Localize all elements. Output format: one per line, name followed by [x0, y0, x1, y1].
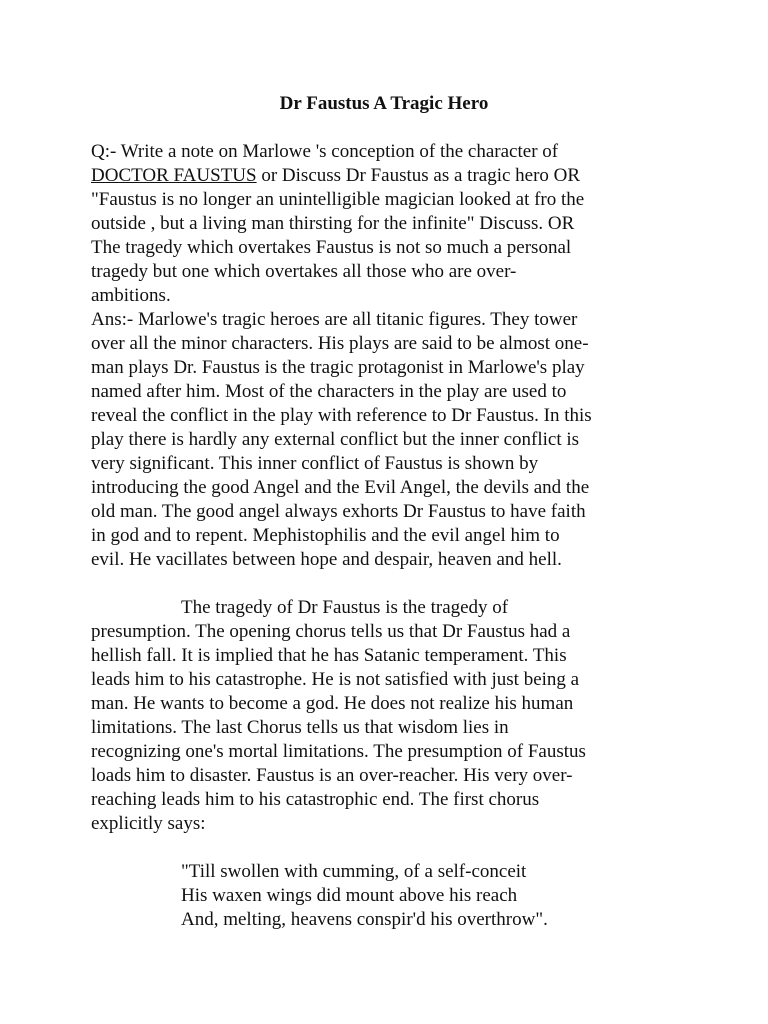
paragraph-line: loads him to disaster. Faustus is an over-reacher. His very over-	[91, 765, 573, 786]
question-line: The tragedy which overtakes Faustus is not so much a personal	[91, 237, 572, 258]
paragraph-line: recognizing one's mortal limitations. The presumption of Faustus	[91, 741, 586, 762]
question-block	[91, 140, 721, 308]
answer-line: in god and to repent. Mephistophilis and the evil angel him to	[91, 525, 560, 546]
question-line	[91, 164, 721, 188]
answer-line: man plays Dr. Faustus is the tragic protagonist in Marlowe's play	[91, 357, 585, 378]
question-line: Q:- Write a note on Marlowe 's conception of the character of	[91, 141, 559, 162]
document-body	[91, 140, 721, 932]
quote-line: "Till swollen with cumming, of a self-conceit	[181, 861, 527, 882]
answer-line: very significant. This inner conflict of Faustus is shown by	[91, 453, 539, 474]
quote-line: His waxen wings did mount above his reach	[181, 885, 518, 906]
answer-line: old man. The good angel always exhorts Dr Faustus to have faith	[91, 501, 586, 522]
question-line: ambitions.	[91, 285, 171, 306]
question-line: "Faustus is no longer an unintelligible magician looked at fro the	[91, 189, 585, 210]
paragraph-line: hellish fall. It is implied that he has Satanic temperament. This	[91, 645, 567, 666]
question-line-rest: or Discuss Dr Faustus as a tragic hero OR	[256, 165, 581, 186]
paragraph-line: leads him to his catastrophe. He is not satisfied with just being a	[91, 669, 580, 690]
underlined-title: DOCTOR FAUSTUS	[91, 165, 257, 186]
second-paragraph	[91, 596, 721, 836]
paragraph-line: explicitly says:	[91, 813, 206, 834]
answer-line: named after him. Most of the characters in the play are used to	[91, 381, 567, 402]
paragraph-line: presumption. The opening chorus tells us that Dr Faustus had a	[91, 621, 571, 642]
answer-paragraph	[91, 308, 721, 572]
question-line: outside , but a living man thirsting for the infinite" Discuss. OR	[91, 213, 575, 234]
document-title: Dr Faustus A Tragic Hero	[279, 93, 489, 114]
paragraph-spacer	[91, 572, 721, 596]
quotation-block	[91, 860, 721, 932]
answer-line: over all the minor characters. His plays are said to be almost one-	[91, 333, 589, 354]
paragraph-line: The tragedy of Dr Faustus is the tragedy of	[181, 597, 509, 618]
answer-line: Ans:- Marlowe's tragic heroes are all titanic figures. They tower	[91, 309, 578, 330]
question-line: tragedy but one which overtakes all those who are over-	[91, 261, 517, 282]
paragraph-spacer	[91, 836, 721, 860]
paragraph-line: reaching leads him to his catastrophic end. The first chorus	[91, 789, 540, 810]
paragraph-line: man. He wants to become a god. He does not realize his human	[91, 693, 574, 714]
answer-line: introducing the good Angel and the Evil Angel, the devils and the	[91, 477, 590, 498]
paragraph-line: limitations. The last Chorus tells us that wisdom lies in	[91, 717, 509, 738]
answer-line: play there is hardly any external conflict but the inner conflict is	[91, 429, 580, 450]
answer-line: evil. He vacillates between hope and despair, heaven and hell.	[91, 549, 562, 570]
answer-line: reveal the conflict in the play with reference to Dr Faustus. In this	[91, 405, 592, 426]
quote-line: And, melting, heavens conspir'd his overthrow".	[181, 909, 548, 930]
